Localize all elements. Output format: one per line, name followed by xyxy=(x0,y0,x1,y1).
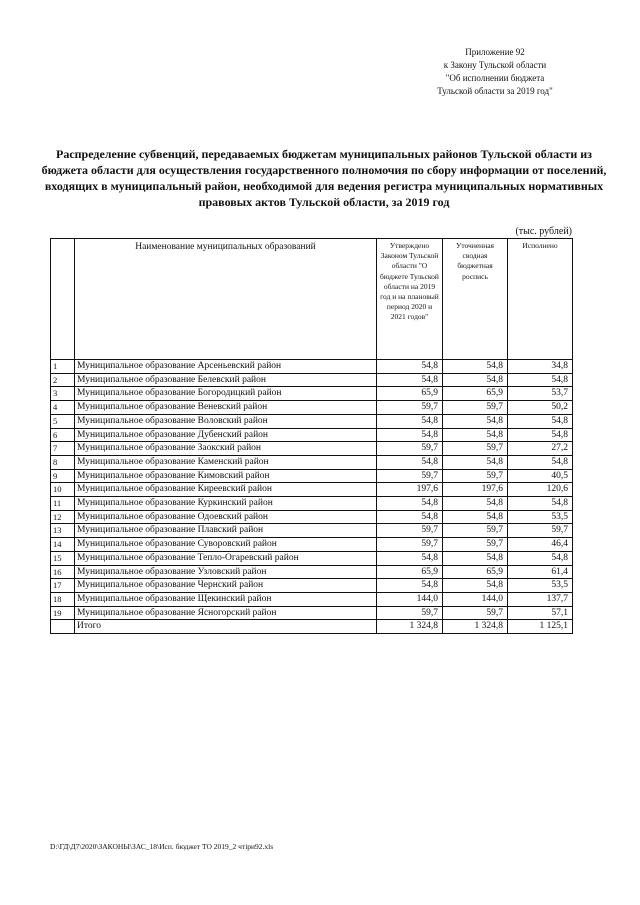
row-name: Муниципальное образование Одоевский район xyxy=(75,510,377,524)
table-row xyxy=(51,579,573,593)
table-header-row xyxy=(51,239,573,360)
row-number: 13 xyxy=(51,524,75,538)
row-number: 5 xyxy=(51,414,75,428)
row-approved: 59,7 xyxy=(377,524,443,538)
table-row xyxy=(51,592,573,606)
file-path-footer: D:\ГД\Д7\2020\ЗАКОНЫ\ЗАС_18\Исп. бюджет ТО 2019_2 чтіри92.xls xyxy=(50,842,274,851)
row-approved: 197,6 xyxy=(377,483,443,497)
row-revised: 54,8 xyxy=(443,510,508,524)
row-number: 18 xyxy=(51,592,75,606)
row-name: Муниципальное образование Узловский район xyxy=(75,565,377,579)
row-name: Муниципальное образование Суворовский район xyxy=(75,538,377,552)
row-executed: 59,7 xyxy=(508,524,573,538)
table-row xyxy=(51,401,573,415)
row-executed: 50,2 xyxy=(508,401,573,415)
row-number: 3 xyxy=(51,387,75,401)
row-revised: 54,8 xyxy=(443,373,508,387)
row-number: 12 xyxy=(51,510,75,524)
row-name: Муниципальное образование Каменский район xyxy=(75,455,377,469)
row-revised: 59,7 xyxy=(443,469,508,483)
header-number xyxy=(51,239,75,360)
row-number: 6 xyxy=(51,428,75,442)
table-row xyxy=(51,565,573,579)
row-revised: 197,6 xyxy=(443,483,508,497)
row-executed: 40,5 xyxy=(508,469,573,483)
units-label: (тыс. рублей) xyxy=(515,226,572,237)
row-revised: 65,9 xyxy=(443,565,508,579)
row-number: 2 xyxy=(51,373,75,387)
table-row xyxy=(51,414,573,428)
subsidy-table xyxy=(50,238,573,634)
row-revised: 54,8 xyxy=(443,360,508,374)
row-approved: 59,7 xyxy=(377,401,443,415)
row-revised: 144,0 xyxy=(443,592,508,606)
table-row xyxy=(51,455,573,469)
row-name: Муниципальное образование Веневский район xyxy=(75,401,377,415)
row-name: Муниципальное образование Киреевский район xyxy=(75,483,377,497)
row-revised: 59,7 xyxy=(443,606,508,620)
table-row xyxy=(51,551,573,565)
row-revised: 59,7 xyxy=(443,442,508,456)
table-row xyxy=(51,360,573,374)
row-approved: 59,7 xyxy=(377,606,443,620)
table-body xyxy=(51,360,573,634)
table-row xyxy=(51,373,573,387)
row-revised: 54,8 xyxy=(443,497,508,511)
table-row xyxy=(51,428,573,442)
row-name: Муниципальное образование Плавский район xyxy=(75,524,377,538)
table-row xyxy=(51,469,573,483)
appendix-line: Тульской области за 2019 год" xyxy=(437,86,553,96)
row-name: Муниципальное образование Арсеньевский район xyxy=(75,360,377,374)
total-approved: 1 324,8 xyxy=(377,620,443,634)
row-name: Муниципальное образование Куркинский район xyxy=(75,497,377,511)
table-row xyxy=(51,387,573,401)
row-approved: 59,7 xyxy=(377,538,443,552)
row-name: Муниципальное образование Белевский район xyxy=(75,373,377,387)
row-name: Муниципальное образование Дубенский район xyxy=(75,428,377,442)
row-revised: 59,7 xyxy=(443,524,508,538)
header-approved: Утверждено Законом Тульской области "О бюджете Тульской области на 2019 год и на плановый период 2020 и 2021 годов" xyxy=(377,239,443,360)
table-row xyxy=(51,497,573,511)
row-executed: 53,7 xyxy=(508,387,573,401)
row-revised: 54,8 xyxy=(443,579,508,593)
row-revised: 54,8 xyxy=(443,414,508,428)
row-executed: 54,8 xyxy=(508,428,573,442)
row-revised: 59,7 xyxy=(443,538,508,552)
row-executed: 54,8 xyxy=(508,373,573,387)
row-number: 7 xyxy=(51,442,75,456)
header-revised: Уточненная сводная бюджетная роспись xyxy=(443,239,508,360)
header-executed: Исполнено xyxy=(508,239,573,360)
row-name: Муниципальное образование Чернский район xyxy=(75,579,377,593)
row-name: Муниципальное образование Воловский район xyxy=(75,414,377,428)
row-approved: 54,8 xyxy=(377,373,443,387)
row-approved: 54,8 xyxy=(377,579,443,593)
row-approved: 54,8 xyxy=(377,455,443,469)
row-approved: 144,0 xyxy=(377,592,443,606)
row-executed: 54,8 xyxy=(508,551,573,565)
row-executed: 54,8 xyxy=(508,414,573,428)
row-executed: 53,5 xyxy=(508,579,573,593)
row-number: 17 xyxy=(51,579,75,593)
row-name: Муниципальное образование Кимовский район xyxy=(75,469,377,483)
row-number: 16 xyxy=(51,565,75,579)
row-executed: 120,6 xyxy=(508,483,573,497)
appendix-line: "Об исполнении бюджета xyxy=(445,73,545,83)
row-executed: 27,2 xyxy=(508,442,573,456)
row-name: Муниципальное образование Заокский район xyxy=(75,442,377,456)
row-number: 10 xyxy=(51,483,75,497)
row-executed: 34,8 xyxy=(508,360,573,374)
total-executed: 1 125,1 xyxy=(508,620,573,634)
row-approved: 54,8 xyxy=(377,497,443,511)
row-approved: 54,8 xyxy=(377,360,443,374)
row-number: 11 xyxy=(51,497,75,511)
total-revised: 1 324,8 xyxy=(443,620,508,634)
table-row xyxy=(51,442,573,456)
appendix-line: Приложение 92 xyxy=(465,47,525,57)
row-revised: 59,7 xyxy=(443,401,508,415)
row-executed: 46,4 xyxy=(508,538,573,552)
row-number: 1 xyxy=(51,360,75,374)
row-executed: 54,8 xyxy=(508,455,573,469)
row-name: Муниципальное образование Щекинский район xyxy=(75,592,377,606)
row-name: Муниципальное образование Ясногорский район xyxy=(75,606,377,620)
row-number: 19 xyxy=(51,606,75,620)
table-row xyxy=(51,483,573,497)
total-label: Итого xyxy=(75,620,377,634)
row-approved: 65,9 xyxy=(377,387,443,401)
row-number: 8 xyxy=(51,455,75,469)
row-approved: 59,7 xyxy=(377,469,443,483)
row-executed: 57,1 xyxy=(508,606,573,620)
row-executed: 54,8 xyxy=(508,497,573,511)
row-revised: 54,8 xyxy=(443,551,508,565)
row-revised: 65,9 xyxy=(443,387,508,401)
row-number: 15 xyxy=(51,551,75,565)
row-approved: 54,8 xyxy=(377,551,443,565)
row-number: 9 xyxy=(51,469,75,483)
row-approved: 54,8 xyxy=(377,414,443,428)
row-name: Муниципальное образование Богородицкий район xyxy=(75,387,377,401)
appendix-line: к Закону Тульской области xyxy=(443,60,547,70)
appendix-note xyxy=(380,46,610,98)
table-row xyxy=(51,510,573,524)
row-revised: 54,8 xyxy=(443,428,508,442)
row-executed: 137,7 xyxy=(508,592,573,606)
document-title: Распределение субвенций, передаваемых бюджетам муниципальных районов Тульской области из бюджета области для осуществления государственного полномочия по сбору информации от поселений, входящих в муниципальный район, необходимой для ведения регистра муниципальных нормативных правовых актов Тульской области, за 2019 год xyxy=(41,147,607,209)
row-executed: 53,5 xyxy=(508,510,573,524)
row-approved: 54,8 xyxy=(377,510,443,524)
total-row xyxy=(51,620,573,634)
header-name: Наименование муниципальных образований xyxy=(75,239,377,360)
row-revised: 54,8 xyxy=(443,455,508,469)
table-row xyxy=(51,606,573,620)
total-number xyxy=(51,620,75,634)
row-approved: 59,7 xyxy=(377,442,443,456)
row-name: Муниципальное образование Тепло-Огаревский район xyxy=(75,551,377,565)
row-number: 4 xyxy=(51,401,75,415)
row-approved: 65,9 xyxy=(377,565,443,579)
table-row xyxy=(51,538,573,552)
row-approved: 54,8 xyxy=(377,428,443,442)
row-executed: 61,4 xyxy=(508,565,573,579)
table-row xyxy=(51,524,573,538)
row-number: 14 xyxy=(51,538,75,552)
